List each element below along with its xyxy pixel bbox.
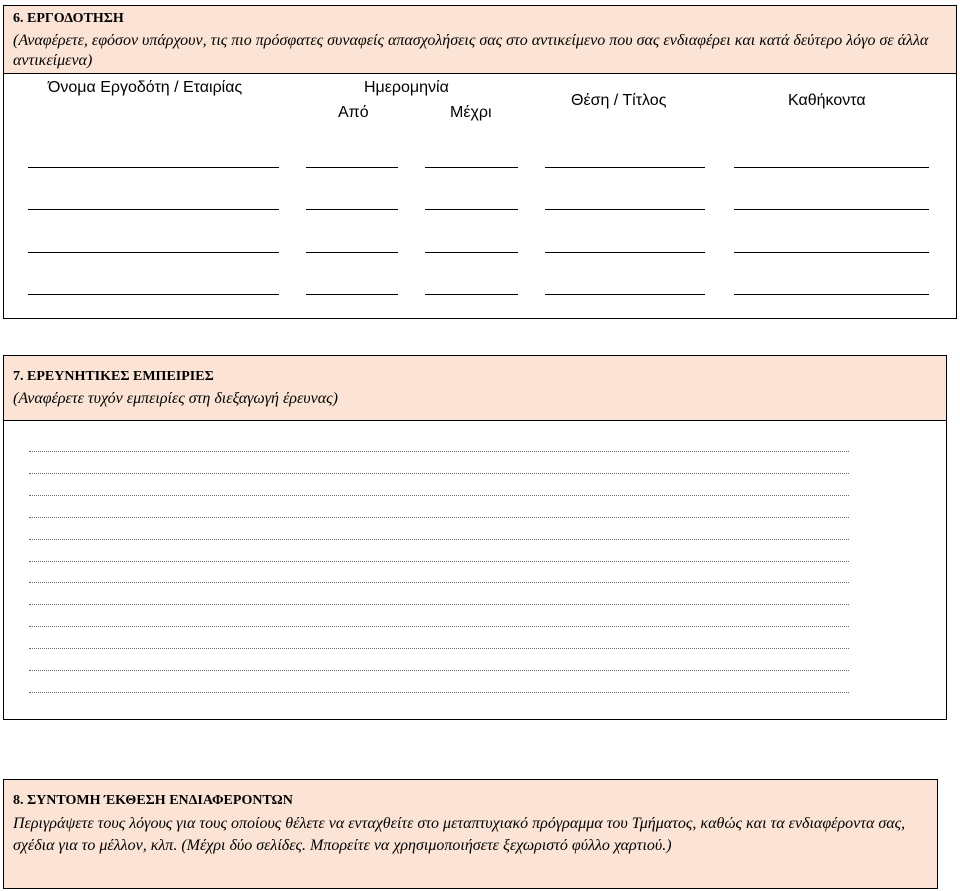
employment-row-2-to-field[interactable] [425,192,518,210]
research-line-7-field[interactable] [29,565,849,583]
employment-row-4-to-field[interactable] [425,277,518,295]
employment-section-instructions: (Αναφέρετε, εφόσον υπάρχουν, τις πιο πρόσφατες συναφείς απασχολήσεις σας στο αντικείμενο που σας ενδιαφέρει και κατά δεύτερο λόγο σε άλλα αντικείμενα) [13,32,929,69]
employment-row-2-duties-field[interactable] [734,192,929,210]
employment-row-3-to-field[interactable] [425,235,518,253]
research-line-8-field[interactable] [29,587,849,605]
employment-row-2-employer-field[interactable] [28,192,279,210]
research-line-11-field[interactable] [29,653,849,671]
employment-row-4-from-field[interactable] [306,277,398,295]
research-line-12-field[interactable] [29,675,849,693]
statement-section [3,779,938,889]
column-header-duties: Καθήκοντα [788,92,866,109]
research-section [3,355,947,720]
employment-row-1-duties-field[interactable] [734,150,929,168]
employment-row-3-employer-field[interactable] [28,235,279,253]
employment-row-4-employer-field[interactable] [28,277,279,295]
employment-row-3-position-field[interactable] [545,235,705,253]
research-section-title: 7. ΕΡΕΥΝΗΤΙΚΕΣ ΕΜΠΕΙΡΙΕΣ [13,369,214,384]
column-header-position: Θέση / Τίτλος [571,92,667,109]
employment-row-4-position-field[interactable] [545,277,705,295]
research-line-1-field[interactable] [29,434,849,452]
research-line-3-field[interactable] [29,478,849,496]
column-header-employer: Όνομα Εργοδότη / Εταιρίας [48,79,243,96]
employment-row-1-employer-field[interactable] [28,150,279,168]
research-line-10-field[interactable] [29,631,849,649]
column-header-date-to: Μέχρι [450,104,492,121]
research-line-9-field[interactable] [29,609,849,627]
employment-row-1-position-field[interactable] [545,150,705,168]
research-line-6-field[interactable] [29,544,849,562]
column-header-date: Ημερομηνία [364,79,449,96]
research-line-4-field[interactable] [29,500,849,518]
research-section-instructions: (Αναφέρετε τυχόν εμπειρίες στη διεξαγωγή έρευνας) [13,390,338,407]
column-header-date-from: Από [338,104,369,121]
employment-row-1-to-field[interactable] [425,150,518,168]
research-line-5-field[interactable] [29,522,849,540]
employment-row-2-from-field[interactable] [306,192,398,210]
statement-section-instructions: Περιγράψετε τους λόγους για τους οποίους θέλετε να ενταχθείτε στο μεταπτυχιακό πρόγραμμα του Τμήματος, καθώς και τα ενδιαφέροντα σας, σχέδια για το μέλλον, κλπ. (Μέχρι δύο σελίδες. Μπορείτε να χρησιμοποιήσετε ξεχωριστό φύλλο χαρτιού.) [13,815,906,854]
employment-row-3-from-field[interactable] [306,235,398,253]
statement-section-title: 8. ΣΥΝΤΟΜΗ ΈΚΘΕΣΗ ΕΝΔΙΑΦΕΡΟΝΤΩΝ [13,793,293,808]
employment-row-1-from-field[interactable] [306,150,398,168]
employment-row-3-duties-field[interactable] [734,235,929,253]
employment-row-2-position-field[interactable] [545,192,705,210]
employment-section-title: 6. ΕΡΓΟΔΟΤΗΣΗ [13,11,124,26]
employment-section [3,5,957,319]
employment-row-4-duties-field[interactable] [734,277,929,295]
research-line-2-field[interactable] [29,456,849,474]
